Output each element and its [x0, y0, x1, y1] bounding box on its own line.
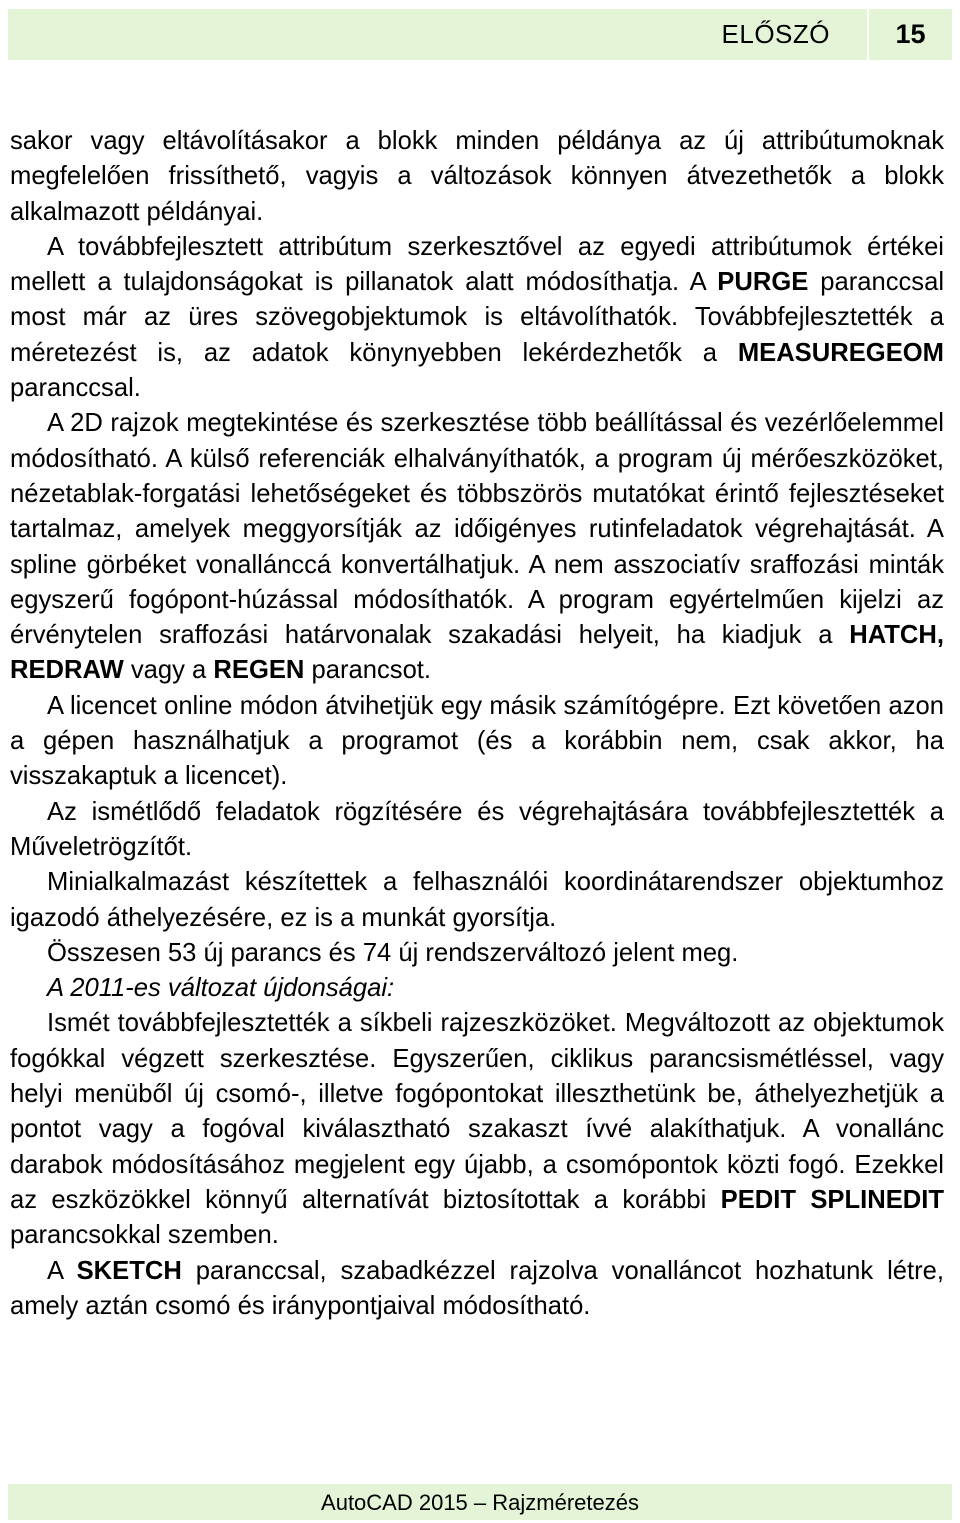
paragraph-attribute-editor [10, 230, 944, 406]
section-heading-2011 [10, 971, 944, 1006]
running-footer [8, 1484, 952, 1520]
text-run: paranccsal most már az üres szövegobjektumok is eltávolíthatók. Továbbfejlesztették a méretezést is, az adatok könynyebben lekérdezhetők a [10, 268, 945, 367]
paragraph-drawing-tools [10, 1006, 944, 1253]
command-hatch-redraw: HATCH, REDRAW [10, 621, 944, 685]
text-run: paranccsal. [10, 374, 141, 403]
command-pedit-splinedit: PEDIT SPLINEDIT [720, 1185, 944, 1214]
paragraph-2d-drawings [10, 406, 944, 688]
running-header [8, 9, 952, 60]
paragraph-summary: Összesen 53 új parancs és 74 új rendszerváltozó jelent meg. [47, 938, 739, 967]
heading-text: A 2011-es változat újdonságai: [47, 974, 395, 1003]
text-run: parancsokkal szemben. [10, 1221, 279, 1250]
command-sketch: SKETCH [76, 1256, 182, 1285]
paragraph-continuation: sakor vagy eltávolításakor a blokk minden példánya az új attribútumoknak megfelelően frissíthető, vagyis a változások könnyen átvezethetők a blokk alkalmazott példányai. [10, 127, 944, 226]
command-purge: PURGE [717, 268, 809, 297]
text-run: paranccsal, szabadkézzel rajzolva vonalláncot hozhatunk létre, amely aztán csomó és iránypontjaival módosítható. [10, 1256, 944, 1320]
command-regen: REGEN [213, 656, 305, 685]
body-text [10, 124, 944, 1324]
text-run: A továbbfejlesztett attribútum szerkesztővel az egyedi attribútumok értékei mellett a tulajdonságokat is pillanatok alatt módosíthatja. A [10, 232, 944, 297]
text-run: parancsot. [304, 656, 432, 685]
footer-text: AutoCAD 2015 – Rajzméretezés [321, 1490, 639, 1515]
text-run: vagy a [123, 656, 214, 685]
paragraph-sketch [10, 1254, 944, 1325]
page-number: 15 [895, 19, 926, 49]
command-measuregeom: MEASUREGEOM [737, 338, 944, 367]
paragraph-action-recorder: Az ismétlődő feladatok rögzítésére és végrehajtására továbbfejlesztették a Műveletrögzítőt. [10, 797, 944, 861]
text-run: A 2D rajzok megtekintése és szerkesztése több beállítással és vezérlőelemmel módosítható. A külső referenciák elhalványíthatók, a program új mérőeszközöket, nézetablak-forgatási lehetőségeket és többszörös mutatókat érintő fejlesztéseket tartalmaz, amelyek meggyorsítják az időigényes rutinfeladatok végrehajtását. A spline görbéket vonallánccá konvertálhatjuk. A nem asszociatív sraffozási minták egyszerű fogópont-húzással módosíthatók. A program egyértelműen kijelzi az érvénytelen sraffozási határvonalak szakadási helyeit, ha kiadjuk a [10, 409, 944, 650]
section-title: ELŐSZÓ [721, 19, 830, 49]
text-run: Ismét továbbfejlesztették a síkbeli rajzeszközöket. Megváltozott az objektumok fogókkal végzett szerkesztése. Egyszerűen, ciklikus parancsismétléssel, vagy helyi menüből új csomó-, illetve fogópontokat illeszthetünk be, áthelyezhetjük a pontot vagy a fogóval kiválasztható szakaszt ívvé alakíthatjuk. A vonallánc darabok módosításához megjelent egy újabb, a csomópontok közti fogó. Ezekkel az eszközökkel könnyű alternatívát biztosítottak a korábbi [10, 1009, 944, 1214]
paragraph-mini-app: Minialkalmazást készítettek a felhasználói koordinátarendszer objektumhoz igazodó áthelyezésére, ez is a munkát gyorsítja. [10, 868, 944, 932]
text-run: A [47, 1256, 77, 1285]
paragraph-licence: A licencet online módon átvihetjük egy másik számítógépre. Ezt követően azon a gépen használhatjuk a programot (és a korábbin nem, csak akkor, ha visszakaptuk a licencet). [10, 691, 944, 791]
